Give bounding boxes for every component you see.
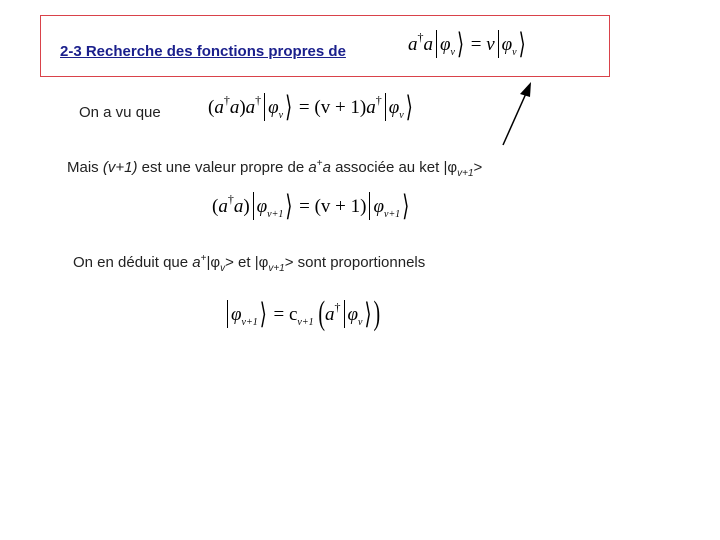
line3-text: On en déduit que $a^+|\varphi_v>$ et $|\varphi_{v+1}>$ sont proportionnels bbox=[73, 253, 426, 274]
line2-text: Mais (v+1) est une valeur propre de a+a associée au ket $|\varphi_{v+1}>$ bbox=[67, 158, 483, 179]
line2-equation: (a†a) $\varphi_{v+1}$ ⟩ = (v + 1) $\varphi_{v+1}$ ⟩ bbox=[212, 189, 410, 222]
title-equation: a†a $\varphi_v$ ⟩ = v $\varphi_v$ ⟩ bbox=[408, 27, 526, 60]
line3-equation: $\varphi_{v+1}$ ⟩ = $c_{v+1}$ (a† $\varphi_v$ ⟩ ) bbox=[224, 300, 380, 328]
line1-text: On a vu que bbox=[79, 104, 161, 121]
slide-title: 2-3 Recherche des fonctions propres de bbox=[60, 43, 346, 60]
line1-equation: (a†a)a† $\varphi_v$ ⟩ = (v + 1)a† $\varphi_v$ ⟩ bbox=[208, 90, 413, 123]
